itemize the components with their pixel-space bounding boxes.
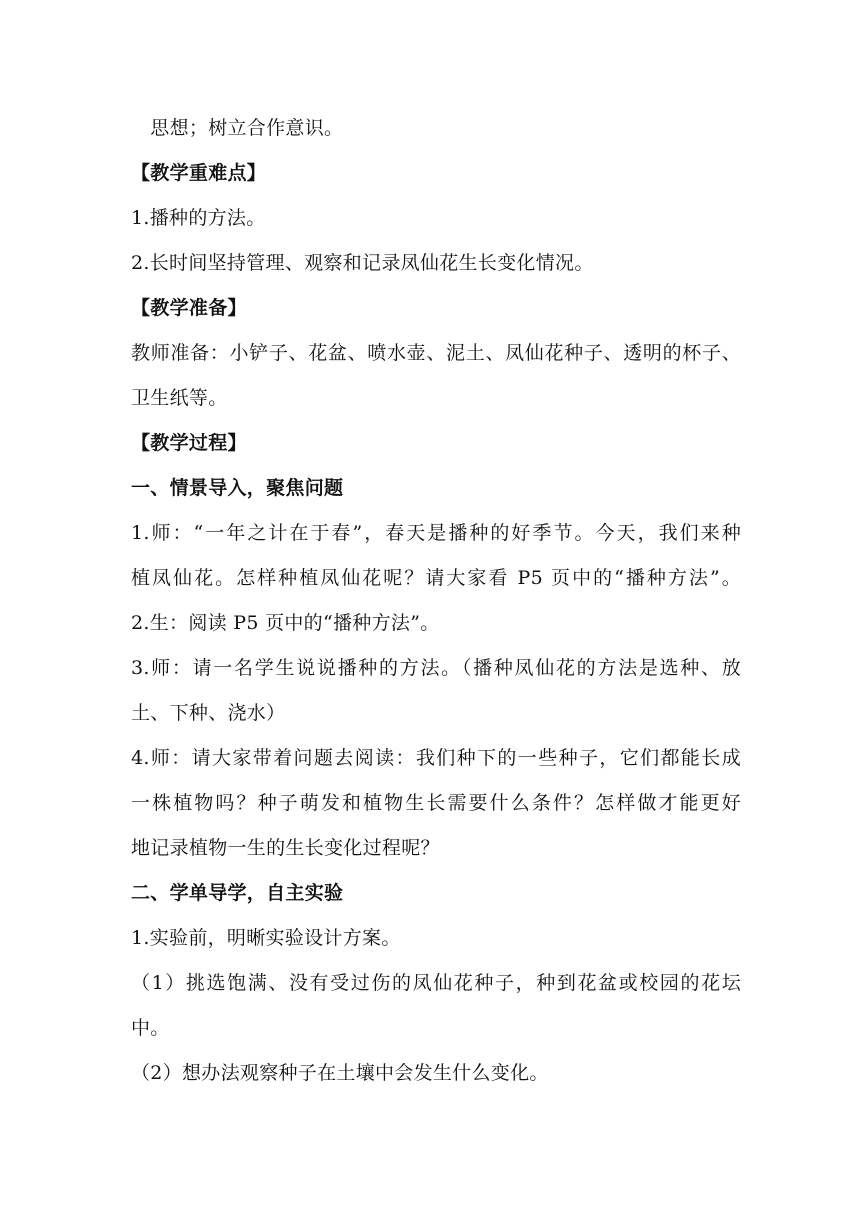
text-line: 1.实验前，明晰实验设计方案。 [131,927,401,949]
text-line: 卫生纸等。 [131,387,228,409]
text-line: （2）想办法观察种子在土壤中会发生什么变化。 [131,1062,549,1084]
text-line: 教师准备：小铲子、花盆、喷水壶、泥土、凤仙花种子、透明的杯子、 [131,342,741,364]
section-heading-preparation: 【教学准备】 [131,297,247,319]
text-line: 1.师：“一年之计在于春”，春天是播种的好季节。今天，我们来种 [131,522,741,544]
text-line: 1.播种的方法。 [131,207,266,229]
text-line: 2.生：阅读 P5 页中的“播种方法”。 [131,612,440,634]
text-line: 4.师：请大家带着问题去阅读：我们种下的一些种子，它们都能长成 [131,747,741,769]
text-line: 3.师：请一名学生说说播种的方法。（播种凤仙花的方法是选种、放 [131,657,741,679]
subsection-heading-self-experiment: 二、学单导学，自主实验 [131,882,344,904]
subsection-heading-introduction: 一、情景导入，聚焦问题 [131,477,344,499]
text-line: 一株植物吗？种子萌发和植物生长需要什么条件？怎样做才能更好 [131,792,741,814]
section-heading-process: 【教学过程】 [131,432,247,454]
text-line: 思想；树立合作意识。 [131,117,344,139]
section-heading-key-points: 【教学重难点】 [131,162,267,184]
text-line: 土、下种、浇水） [131,702,286,724]
text-line: 中。 [131,1017,170,1039]
text-line: 植凤仙花。怎样种植凤仙花呢？请大家看 P5 页中的“播种方法”。 [131,567,741,589]
text-line: 2.长时间坚持管理、观察和记录凤仙花生长变化情况。 [131,252,594,274]
text-line: 地记录植物一生的生长变化过程呢？ [131,837,440,859]
text-line: （1）挑选饱满、没有受过伤的凤仙花种子，种到花盆或校园的花坛 [131,972,741,994]
